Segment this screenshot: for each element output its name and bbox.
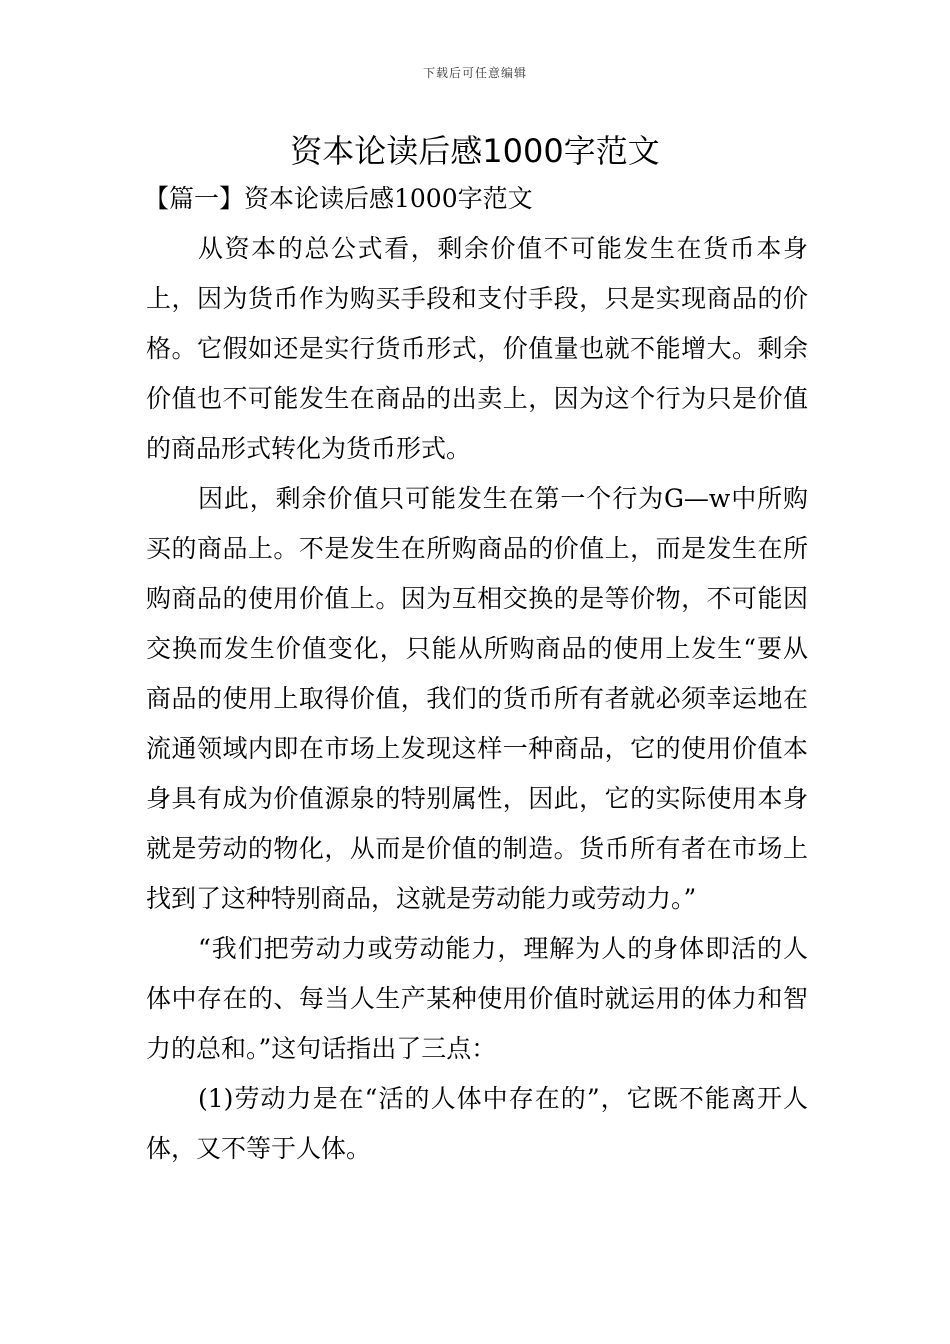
section-heading: 【篇一】资本论读后感1000字范文 [144, 184, 533, 213]
paragraph: 因此，剩余价值只可能发生在第一个行为G—w中所购买的商品上。不是发生在所购商品的价值上，而是发生在所购商品的使用价值上。因为互相交换的是等价物，不可能因交换而发生价值变化，只能从所购商品的使用上发生“要从商品的使用上取得价值，我们的货币所有者就必须幸运地在流通领域内即在市场上发现这样一种商品，它的使用价值本身具有成为价值源泉的特别属性，因此，它的实际使用本身就是劳动的物化，从而是价值的制造。货币所有者在市场上找到了这种特别商品，这就是劳动能力或劳动力。” [146, 484, 808, 913]
header-note: 下载后可任意编辑 [422, 66, 527, 80]
document-title: 资本论读后感1000字范文 [290, 132, 660, 170]
paragraph: “我们把劳动力或劳动能力，理解为人的身体即活的人体中存在的、每当人生产某种使用价值时就运用的体力和智力的总和。”这句话指出了三点： [146, 934, 808, 1063]
document-body [146, 174, 808, 1174]
paragraph: (1)劳动力是在“活的人体中存在的”，它既不能离开人体，又不等于人体。 [146, 1084, 808, 1163]
paragraph: 从资本的总公式看，剩余价值不可能发生在货币本身上，因为货币作为购买手段和支付手段，只是实现商品的价格。它假如还是实行货币形式，价值量也就不能增大。剩余价值也不可能发生在商品的出卖上，因为这个行为只是价值的商品形式转化为货币形式。 [146, 234, 808, 463]
